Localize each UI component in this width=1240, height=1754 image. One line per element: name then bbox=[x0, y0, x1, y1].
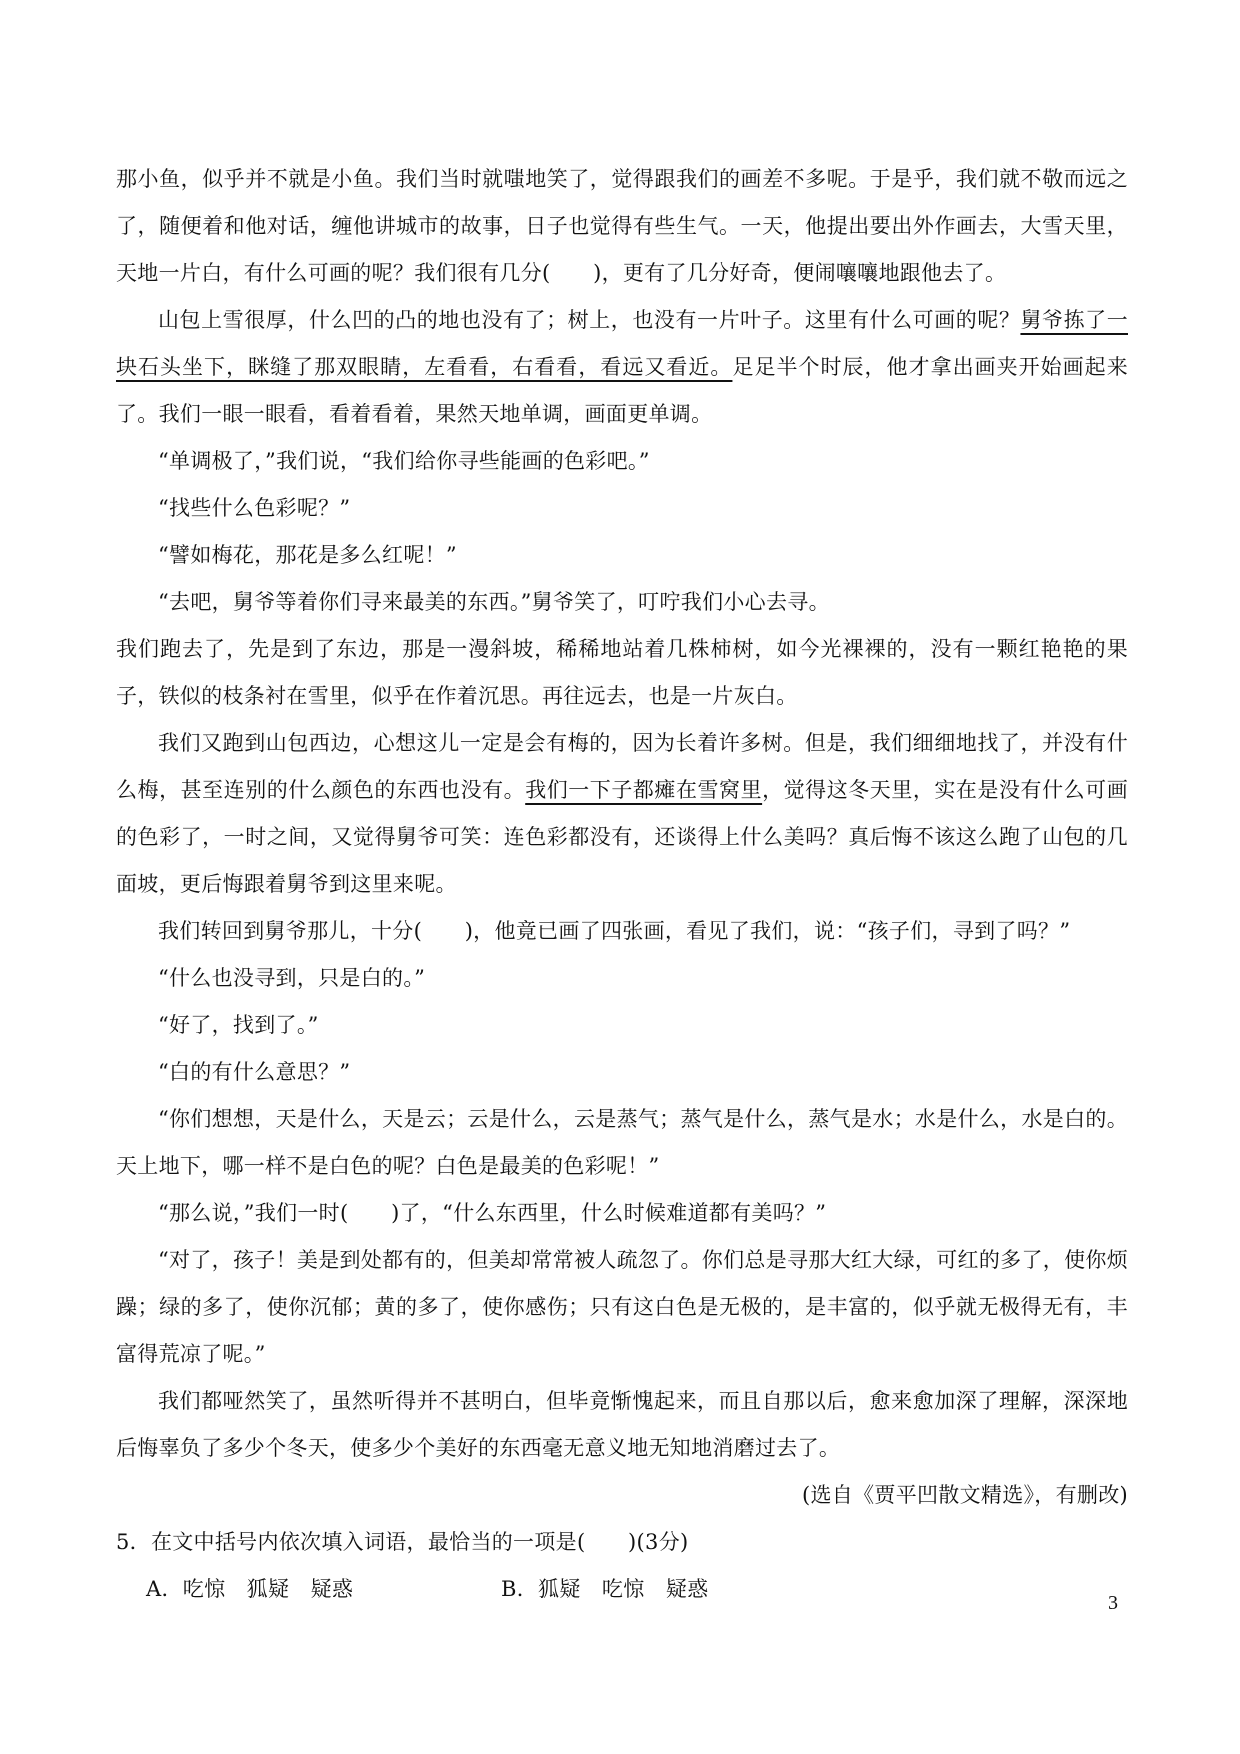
page-number: 3 bbox=[1108, 1592, 1118, 1614]
paragraph-1: 那小鱼，似乎并不就是小鱼。我们当时就嗤地笑了，觉得跟我们的画差不多呢。于是乎，我们就不敬而远之了，随便着和他对话，缠他讲城市的故事，日子也觉得有些生气。一天，他提出要出外作画去，大雪天里，天地一片白，有什么可画的呢？我们很有几分( )，更有了几分好奇，便闹嚷嚷地跟他去了。 bbox=[116, 167, 1128, 285]
paragraph-4: “找些什么色彩呢？” bbox=[158, 496, 351, 520]
paragraph-2 bbox=[116, 297, 1128, 438]
paragraph-10: “什么也没寻到，只是白的。” bbox=[158, 966, 426, 990]
paragraph-13: “你们想想，天是什么，天是云；云是什么，云是蒸气；蒸气是什么，蒸气是水；水是什么，水是白的。天上地下，哪一样不是白色的呢？白色是最美的色彩呢！” bbox=[116, 1107, 1128, 1178]
paragraph-11: “好了，找到了。” bbox=[158, 1013, 319, 1037]
paragraph-8-text-b: ，觉得这冬天里，实在是没有什么可画的色彩了，一时之间，又觉得舅爷可笑：连色彩都没有，还谈得上什么美吗？真后悔不该这么跑了山包的几面坡，更后悔跟着舅爷到这里来呢。 bbox=[116, 778, 1128, 896]
paragraph-15: “对了，孩子！美是到处都有的，但美却常常被人疏忽了。你们总是寻那大红大绿，可红的多了，使你烦躁；绿的多了，使你沉郁；黄的多了，使你感伤；只有这白色是无极的，是丰富的，似乎就无极得无有，丰富得荒凉了呢。” bbox=[116, 1248, 1128, 1366]
underlined-sentence-2: 我们一下子都瘫在雪窝里 bbox=[525, 778, 763, 802]
paragraph-2-text-b: 足足半个时辰，他才拿出画夹开始画起来了。我们一眼一眼看，看着看着，果然天地单调，画面更单调。 bbox=[116, 355, 1128, 426]
question-5-options bbox=[116, 1566, 1128, 1613]
paragraph-5: “譬如梅花，那花是多么红呢！” bbox=[158, 543, 457, 567]
paragraph-7: 我们跑去了，先是到了东边，那是一漫斜坡，稀稀地站着几株柿树，如今光裸裸的，没有一颗红艳艳的果子，铁似的枝条衬在雪里，似乎在作着沉思。再往远去，也是一片灰白。 bbox=[116, 637, 1128, 708]
passage-body bbox=[116, 156, 1128, 1613]
question-5-stem: 5．在文中括号内依次填入词语，最恰当的一项是( )(3分) bbox=[116, 1530, 689, 1554]
paragraph-16: 我们都哑然笑了，虽然听得并不甚明白，但毕竟惭愧起来，而且自那以后，愈来愈加深了理解，深深地后悔辜负了多少个冬天，使多少个美好的东西毫无意义地无知地消磨过去了。 bbox=[116, 1389, 1128, 1460]
source-citation: (选自《贾平凹散文精选》，有删改) bbox=[802, 1483, 1128, 1507]
paragraph-6: “去吧，舅爷等着你们寻来最美的东西。”舅爷笑了，叮咛我们小心去寻。 bbox=[158, 590, 830, 614]
paragraph-8 bbox=[116, 720, 1128, 908]
paragraph-2-text-a: 山包上雪很厚，什么凹的凸的地也没有了；树上，也没有一片叶子。这里有什么可画的呢？ bbox=[158, 308, 1021, 332]
option-b: B．狐疑 吃惊 疑惑 bbox=[501, 1577, 709, 1601]
underlined-sentence-1: 舅爷拣了一块石头坐下，眯缝了那双眼睛，左看看，右看看，看远又看近。 bbox=[116, 308, 1128, 379]
paragraph-3: “单调极了，”我们说，“我们给你寻些能画的色彩吧。” bbox=[158, 449, 650, 473]
paragraph-8-text-a: 我们又跑到山包西边，心想这儿一定是会有梅的，因为长着许多树。但是，我们细细地找了，并没有什么梅，甚至连别的什么颜色的东西也没有。 bbox=[116, 731, 1128, 802]
paragraph-14: “那么说，”我们一时( )了，“什么东西里，什么时候难道都有美吗？” bbox=[158, 1201, 827, 1225]
paragraph-9: 我们转回到舅爷那儿，十分( )，他竟已画了四张画，看见了我们，说：“孩子们，寻到了吗？” bbox=[158, 919, 1071, 943]
option-a: A．吃惊 狐疑 疑惑 bbox=[146, 1577, 354, 1601]
paragraph-12: “白的有什么意思？” bbox=[158, 1060, 351, 1084]
